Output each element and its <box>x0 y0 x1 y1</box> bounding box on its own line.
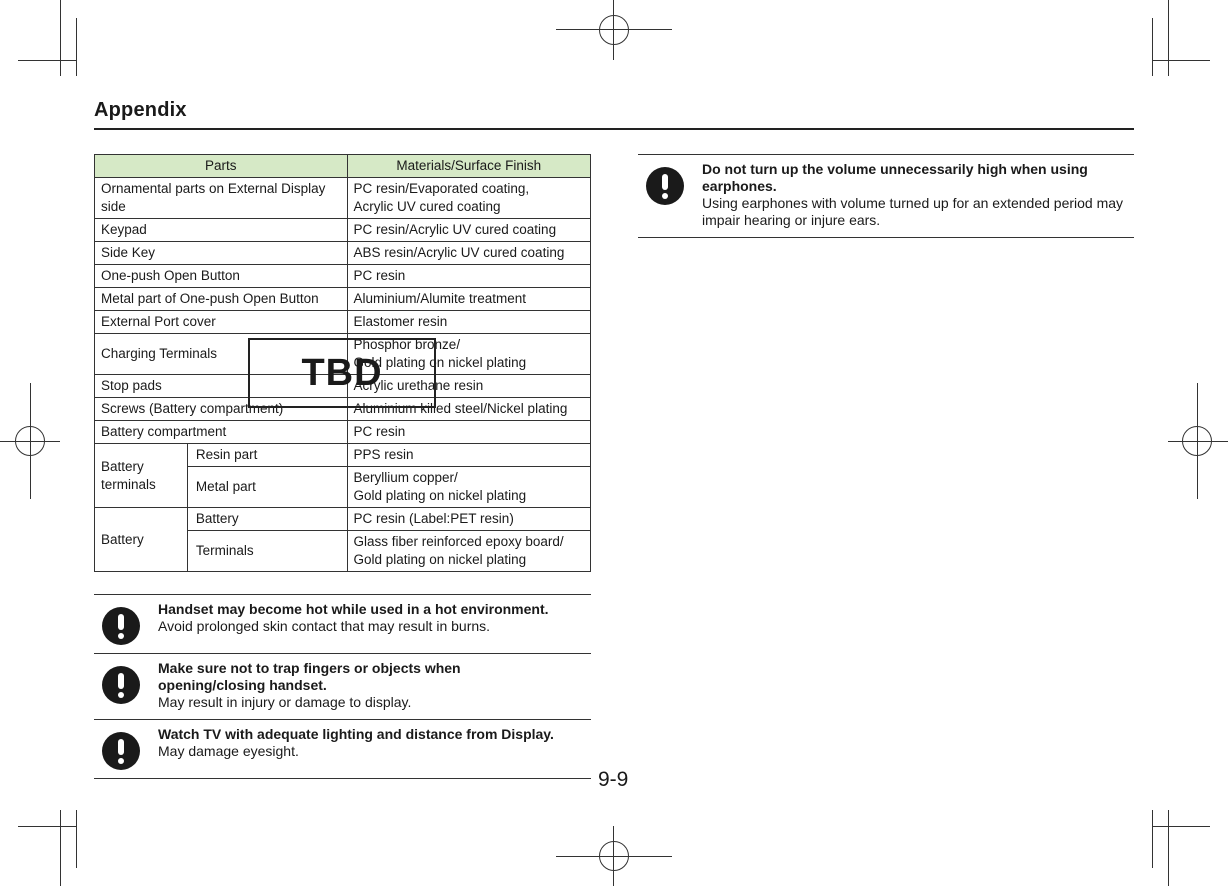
material-cell: ABS resin/Acrylic UV cured coating <box>347 242 591 265</box>
part-cell: Keypad <box>95 219 348 242</box>
table-row <box>95 288 591 311</box>
warning-exclamation-icon <box>646 167 684 205</box>
note-text: Using earphones with volume turned up for an extended period may <box>702 195 1124 211</box>
table-row <box>95 178 591 219</box>
header-parts: Parts <box>95 155 348 178</box>
group-cell-battery-terminals: Battery terminals <box>95 444 188 508</box>
note-text: impair hearing or injure ears. <box>702 212 881 228</box>
warning-exclamation-icon <box>102 732 140 770</box>
warning-note <box>94 653 591 719</box>
section-title: Appendix <box>94 99 187 121</box>
material-cell: PC resin/Acrylic UV cured coating <box>347 219 591 242</box>
part-cell: Battery compartment <box>95 421 348 444</box>
note-text: Avoid prolonged skin contact that may result in burns. <box>158 618 491 634</box>
note-body <box>158 601 591 645</box>
warning-exclamation-icon <box>102 666 140 704</box>
table-row <box>95 421 591 444</box>
material-line: Beryllium copper/ <box>353 470 458 485</box>
material-line: Acrylic UV cured coating <box>353 199 501 214</box>
table-row <box>95 311 591 334</box>
table-header-row <box>95 155 591 178</box>
part-cell: Stop pads <box>95 375 348 398</box>
table-row <box>95 265 591 288</box>
note-heading: Handset may become hot while used in a hot environment. <box>158 601 549 617</box>
material-cell <box>347 178 591 219</box>
header-materials: Materials/Surface Finish <box>347 155 591 178</box>
part-cell: Side Key <box>95 242 348 265</box>
note-body <box>158 726 591 770</box>
material-line: Gold plating on nickel plating <box>353 552 527 567</box>
table-row <box>95 444 591 467</box>
warning-note <box>94 719 591 779</box>
part-cell: Battery <box>187 508 347 531</box>
warning-notes-right <box>638 154 1134 238</box>
part-cell: External Port cover <box>95 311 348 334</box>
part-cell: Terminals <box>187 531 347 572</box>
note-heading: Do not turn up the volume unnecessarily high when using <box>702 161 1088 177</box>
warning-note <box>94 594 591 653</box>
material-cell: Aluminium killed steel/Nickel plating <box>347 398 591 421</box>
part-cell: Ornamental parts on External Display side <box>95 178 348 219</box>
material-cell <box>347 531 591 572</box>
note-text: May result in injury or damage to display. <box>158 694 412 710</box>
material-cell: PC resin <box>347 265 591 288</box>
warning-notes-left <box>94 594 591 779</box>
part-cell: One-push Open Button <box>95 265 348 288</box>
title-rule <box>94 128 1134 130</box>
note-heading: Watch TV with adequate lighting and distance from Display. <box>158 726 554 742</box>
note-text: May damage eyesight. <box>158 743 299 759</box>
material-cell: PPS resin <box>347 444 591 467</box>
note-body <box>702 161 1134 229</box>
note-heading: earphones. <box>702 178 777 194</box>
warning-note <box>638 154 1134 238</box>
tbd-watermark: TBD <box>248 338 436 408</box>
material-cell: Elastomer resin <box>347 311 591 334</box>
page-number: 9-9 <box>598 768 629 791</box>
material-cell: PC resin <box>347 421 591 444</box>
table-row <box>95 508 591 531</box>
material-cell: PC resin (Label:PET resin) <box>347 508 591 531</box>
part-cell: Charging Terminals <box>95 334 348 375</box>
note-heading: opening/closing handset. <box>158 677 327 693</box>
material-cell <box>347 467 591 508</box>
part-cell: Screws (Battery compartment) <box>95 398 348 421</box>
note-heading: Make sure not to trap fingers or objects when <box>158 660 461 676</box>
material-line: Phosphor bronze/ <box>353 337 461 352</box>
group-cell-battery: Battery <box>95 508 188 572</box>
material-line: Gold plating on nickel plating <box>353 488 527 503</box>
material-line: Gold plating on nickel plating <box>353 355 527 370</box>
material-cell: Acrylic urethane resin <box>347 375 591 398</box>
warning-exclamation-icon <box>102 607 140 645</box>
note-body <box>158 660 591 711</box>
table-row <box>95 219 591 242</box>
table-row <box>95 242 591 265</box>
part-cell: Metal part <box>187 467 347 508</box>
material-line: PC resin/Evaporated coating, <box>353 181 530 196</box>
material-cell: Aluminium/Alumite treatment <box>347 288 591 311</box>
material-line: Glass fiber reinforced epoxy board/ <box>353 534 564 549</box>
part-cell: Metal part of One-push Open Button <box>95 288 348 311</box>
part-cell: Resin part <box>187 444 347 467</box>
